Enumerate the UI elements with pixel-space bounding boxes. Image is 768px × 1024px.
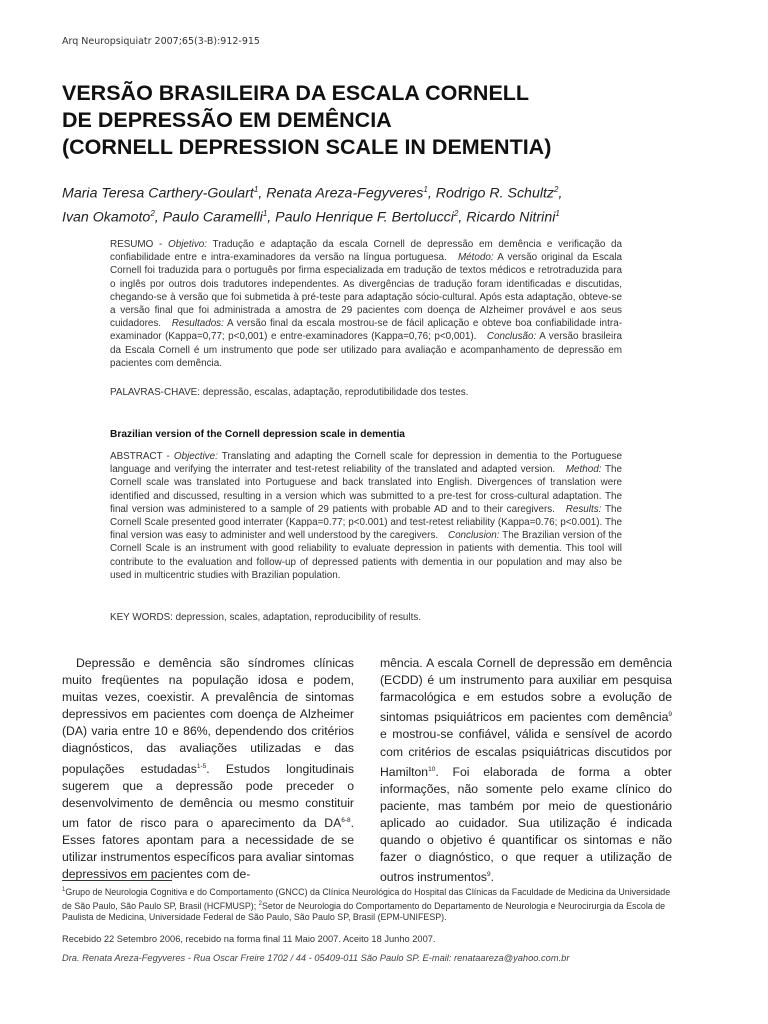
author-separator: , <box>258 185 267 202</box>
citation-ref: 9 <box>668 711 672 719</box>
abstract-objective: Translating and adapting the Cornell scale for depression in dementia to the Portuguese language and verifying the interrater and test-retest reliability of the translated and adapted version. <box>110 451 622 476</box>
abstract-results-label: Results: <box>565 503 602 515</box>
resumo-block <box>110 238 622 370</box>
author-name: Renata Areza-Fegyveres <box>266 185 424 202</box>
author-separator: , <box>267 209 276 226</box>
resumo-conclusao-label: Conclusão: <box>486 331 537 343</box>
body-text: . Esses fatores apontam para a necessidade de se utilizar instrumentos específicos para avaliar sintomas depressivos em pacientes com de- <box>62 815 354 882</box>
footnote-marker: 2 <box>258 900 262 907</box>
received-dates: Recebido 22 Setembro 2006, recebido na forma final 11 Maio 2007. Aceito 18 Junho 2007. <box>62 934 436 944</box>
citation-ref: 6-8 <box>341 816 351 824</box>
resumo-metodo-label: Método: <box>457 252 494 264</box>
abstract-method: The Cornell scale was translated into Portuguese and back translated into English. Divergences of translation were identified and discussed, resulting in a version which was submitted to a pre-test for cross-cultural adaptation. The final version was administered to a sample of 29 patients with probable AD and to their caregivers. <box>110 464 622 515</box>
affiliation-footnote <box>62 885 682 924</box>
correspondence-address: Dra. Renata Areza-Fegyveres - Rua Oscar Freire 1702 / 44 - 05409-011 São Paulo SP. E-mail: renataareza@yahoo.com.br <box>62 953 570 963</box>
footnote-marker: 1 <box>62 887 66 893</box>
article-title <box>62 80 702 161</box>
abstract-method-label: Method: <box>565 464 602 476</box>
body-text: . <box>490 870 495 885</box>
palavras-chave: PALAVRAS-CHAVE: depressão, escalas, adaptação, reprodutibilidade dos testes. <box>110 387 469 398</box>
citation-ref: 10 <box>428 765 436 773</box>
body-column-right <box>380 655 672 886</box>
title-line-1: VERSÃO BRASILEIRA DA ESCALA CORNELL <box>62 81 530 105</box>
author-affiliation: 2 <box>453 208 459 218</box>
resumo-resultados-label: Resultados: <box>171 318 224 330</box>
title-line-3: (CORNELL DEPRESSION SCALE IN DEMENTIA) <box>62 135 552 159</box>
body-text: e mostrou-se confiável, válida e sensível de acordo com critérios de escalas psiquiátricas discutidos por Hamilton <box>380 727 672 779</box>
author-separator: , <box>154 209 163 226</box>
author-affiliation: 1 <box>423 185 428 194</box>
footnote-divider <box>62 880 172 881</box>
author-separator: , <box>458 209 467 226</box>
abstract-results: The Cornell Scale presented good interrater (Kappa=0.77; p<0.001) and test-retest reliability (Kappa=0.76; p<0.001). The final version was easy to administer and well understood by the caregivers. <box>110 503 622 542</box>
resumo-objetivo: Tradução e adaptação da escala Cornell de depressão em demência e verificação da confiabilidade entre e intra-examinadores da versão na língua portuguesa. <box>110 239 622 264</box>
affiliation-1: Grupo de Neurologia Cognitiva e do Comportamento (GNCC) da Clínica Neurológica do Hospital das Clínicas da Faculdade de Medicina da Universidade de São Paulo, São Paulo SP, Brasil (HCFMUSP); <box>62 886 671 911</box>
author-affiliation: 1 <box>555 208 560 218</box>
author-affiliation: 1 <box>253 185 259 194</box>
author-list <box>62 180 702 227</box>
author-name: Paulo Caramelli <box>162 209 263 226</box>
resumo-resultados: A versão final da escala mostrou-se de fácil aplicação e obteve boa confiabilidade intra-examinador (Kappa=0,77; p<0,001) e entre-examinadores (Kappa=0,76; p<0,001). <box>110 318 622 343</box>
author-separator: , <box>427 185 436 202</box>
resumo-label: RESUMO - <box>110 239 163 250</box>
body-text: Depressão e demência são síndromes clínicas muito freqüentes na população idosa e podem, muitas vezes, coexistir. A prevalência de sintomas depressivos em pacientes com doença de Alzheimer (DA) varia entre 10 e 86%, dependendo dos critérios diagnósticos, das avaliações utilizadas e das populações estudadas <box>62 656 354 776</box>
title-line-2: DE DEPRESSÃO EM DEMÊNCIA <box>62 108 392 132</box>
abstract-label: ABSTRACT - <box>110 451 170 462</box>
key-words: KEY WORDS: depression, scales, adaptation, reproducibility of results. <box>110 612 422 623</box>
citation-ref: 9 <box>487 871 491 879</box>
abstract-conclusion-label: Conclusion: <box>447 530 500 542</box>
citation-ref: 1-5 <box>196 762 207 770</box>
resumo-metodo: A versão original da Escala Cornell foi traduzida para o português por firma especializada em tradução de textos médicos e retrotraduzida para o inglês por outros dois tradutores independentes. As divergências de tradução foram identificadas e discutidas, chegando-se à versão que foi submetida à pré-teste para adaptação sócio-cultural. Após esta adaptação, obteve-se a versão final que foi administrada a amostra de 29 pacientes com doença de Alzheimer provável e aos seus cuidadores. <box>110 252 622 330</box>
author-affiliation: 2 <box>554 185 559 194</box>
body-text: . Estudos longitudinais sugerem que a depressão pode preceder o desenvolvimento de demência ou mesmo constituir um fator de risco para o aparecimento da DA <box>62 761 354 830</box>
resumo-conclusao: A versão brasileira da Escala Cornell é um instrumento que pode ser utilizado para avaliação e acompanhamento de depressão em pacientes com demência. <box>110 331 623 369</box>
body-text: . Foi elaborada de forma a obter informações, não somente pelo exame clínico do paciente, mas também por meio de questionário aplicado ao cuidador. Sua utilização é indicada quando o objetivo é quantificar os sintomas e não fazer o diagnóstico, o que requer a utilização de outros instrumentos <box>380 764 672 885</box>
author-affiliation: 2 <box>150 208 155 218</box>
journal-reference: Arq Neuropsiquiatr 2007;65(3-B):912-915 <box>62 36 260 47</box>
author-name: Ricardo Nitrini <box>466 209 556 226</box>
author-name: Rodrigo R. Schultz <box>435 185 555 202</box>
abstract-block <box>110 450 622 582</box>
english-title: Brazilian version of the Cornell depression scale in dementia <box>110 429 405 440</box>
author-separator: , <box>558 185 563 202</box>
author-name: Paulo Henrique F. Bertolucci <box>275 209 454 226</box>
author-name: Maria Teresa Carthery-Goulart <box>62 185 254 202</box>
abstract-objective-label: Objective: <box>173 451 218 462</box>
author-affiliation: 1 <box>262 208 268 218</box>
resumo-objetivo-label: Objetivo: <box>168 239 208 250</box>
affiliation-2: Setor de Neurologia do Comportamento do Departamento de Neurologia e Neurocirurgia da Escola de Paulista de Medicina, Universidade Federal de São Paulo, São Paulo SP, Brasil (EPM-UNIFESP). <box>62 900 666 923</box>
body-column-left <box>62 655 354 883</box>
body-text: mência. A escala Cornell de depressão em demência (ECDD) é um instrumento para auxiliar em pesquisa farmacológica e em estudos sobre a evolução de sintomas psiquiátricos em pacientes com demência <box>380 656 672 725</box>
author-name: Ivan Okamoto <box>62 209 151 226</box>
abstract-conclusion: The Brazilian version of the Cornell Scale is an instrument with good reliability to evaluate depression in patients with dementia. This tool will contribute to the evaluation and follow-up of depressed patients with dementia in our population and may also be used in multicentric studies with Brazilian population. <box>110 530 622 581</box>
